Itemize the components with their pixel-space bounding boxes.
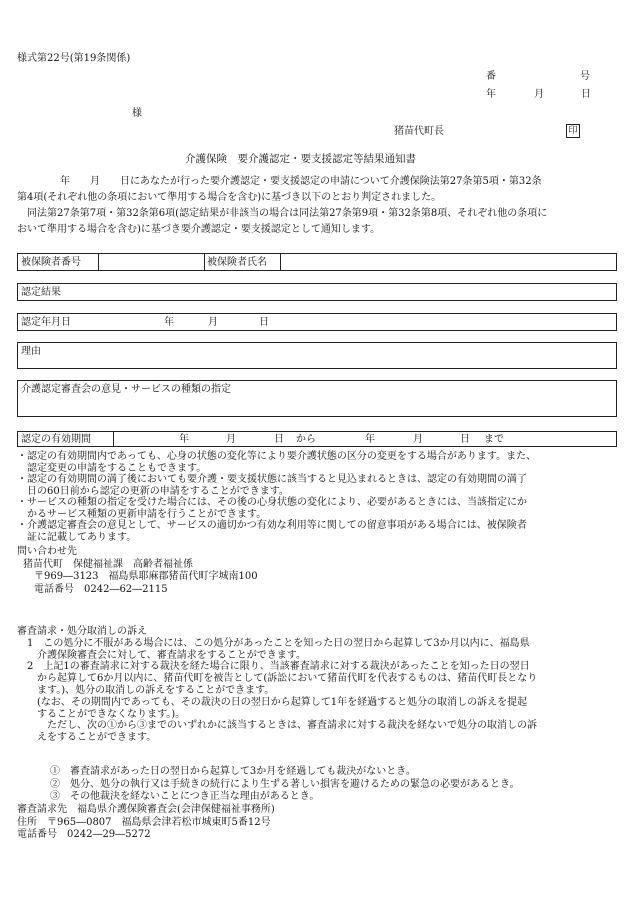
page-title: 介護保険 要介護認定・要支援認定等結果通知書 bbox=[185, 153, 416, 165]
insured-row bbox=[17, 253, 617, 271]
period-to-day: 日 bbox=[460, 434, 470, 445]
period-from-year: 年 bbox=[179, 434, 189, 445]
note-line: かるサービス種類の更新申請を行うことができます。 bbox=[17, 508, 267, 520]
appeal-line: から起算して6か月以内に、猪苗代町を被告として(訴訟において猪苗代町を代表するものは、猪苗代町長となり bbox=[27, 673, 538, 685]
appeal-line: (なお、その期間内であっても、その裁決の日の翌日から起算して1年を経過すると処分の取消しの訴えを提起 bbox=[27, 696, 528, 708]
cert-month: 月 bbox=[208, 317, 218, 328]
cert-year: 年 bbox=[164, 317, 174, 328]
seal-mark: 印 bbox=[566, 124, 580, 138]
notes-block bbox=[17, 451, 617, 543]
reason-label: 理由 bbox=[21, 346, 41, 357]
period-from-day: 日 bbox=[274, 434, 284, 445]
result-row bbox=[17, 283, 617, 301]
intro-line-1: 年 月 日にあなたが行った要介護認定・要支援認定の申請について介護保険法第27条第5項・第32条 bbox=[60, 176, 542, 187]
contact-block bbox=[17, 546, 617, 596]
period-to-year: 年 bbox=[365, 434, 375, 445]
appeal-item: ② 処分、処分の執行又は手続きの続行により生ずる著しい損害を避けるための緊急の必要があるとき。 bbox=[50, 778, 520, 790]
appeal-line: することができなくなります。)。 bbox=[27, 708, 186, 720]
contact-heading: 問い合わせ先 bbox=[17, 546, 77, 557]
opinion-label: 介護認定審査会の意見・サービスの種類の指定 bbox=[21, 384, 231, 395]
note-line: 認定変更の申請をすることもできます。 bbox=[17, 462, 207, 474]
note-line: 日の60日前から認定の更新の申請をすることができます。 bbox=[17, 485, 289, 497]
appeal-address: 住所 〒965―0807 福島県会津若松市城東町5番12号 bbox=[17, 816, 271, 828]
intro-line-2: 第4項(それぞれ他の条項において準用する場合を含む)に基づき以下のとおり判定されました。 bbox=[17, 192, 442, 203]
date-year: 年 bbox=[486, 89, 496, 100]
appeal-items bbox=[17, 766, 617, 804]
appeal-item: ① 審査請求があった日の翌日から起算して3か月を経過しても裁決がないとき。 bbox=[50, 766, 416, 777]
appeal-line: 2 上記1の審査請求に対する裁決を経た場合に限り、当該審査請求に対する裁決があったことを知った日の翌日 bbox=[27, 661, 530, 673]
number-label: 番 bbox=[486, 71, 496, 82]
intro-line-3: 同法第27条第7項・第32条第6項(認定結果が非該当の場合は同法第27条第9項・第32条第8項、それぞれ他の条項に bbox=[27, 208, 548, 219]
appeal-heading: 審査請求・処分取消しの訴え bbox=[17, 626, 147, 637]
note-line: ・介護認定審査会の意見として、サービスの適切かつ有効な利用等に関しての留意事項がある場合には、被保険者 bbox=[17, 520, 527, 531]
reason-box bbox=[17, 342, 617, 369]
contact-address: 〒969―3123 福島県耶麻郡猪苗代町字城南100 bbox=[34, 571, 258, 582]
validity-period-label: 認定の有効期間 bbox=[21, 434, 91, 445]
appeal-line: 介護保険審査会に対して、審査請求をすることができます。 bbox=[27, 649, 306, 661]
note-line: ・認定の有効期間の満了後においても要介護・要支援状態に該当すると見込まれるときは、認定の有効期間の満了 bbox=[17, 474, 527, 485]
appeal-line: えをすることができます。 bbox=[27, 732, 157, 744]
cert-date-row bbox=[17, 313, 617, 331]
cert-date-label: 認定年月日 bbox=[21, 317, 71, 328]
note-line: ・サービスの種類の指定を受けた場合には、その後の心身状態の変化により、必要があるときには、当該指定にか bbox=[17, 497, 527, 508]
contact-department: 猪苗代町 保健福祉課 高齢者福祉係 bbox=[23, 558, 193, 570]
appeal-phone: 電話番号 0242―29―5272 bbox=[17, 829, 151, 840]
insured-number-label: 被保険者番号 bbox=[21, 257, 81, 268]
intro-line-4: おいて準用する場合を含む)に基づき要介護認定・要支援認定として通知します。 bbox=[17, 224, 381, 235]
appeal-line: ます。)、処分の取消しの訴えをすることができます。 bbox=[27, 684, 275, 696]
appeal-block bbox=[17, 626, 617, 744]
appeal-request-to: 審査請求先 福島県介護保険審査会(会津保健福祉事務所) bbox=[17, 804, 275, 815]
period-from-month: 月 bbox=[226, 434, 236, 445]
period-to: まで bbox=[484, 434, 504, 445]
opinion-box bbox=[17, 380, 617, 417]
issuer: 猪苗代町長 bbox=[394, 126, 444, 137]
date-day: 日 bbox=[581, 89, 591, 100]
appeal-line: 1 この処分に不服がある場合には、この処分があったことを知った日の翌日から起算して3か月以内に、福島県 bbox=[27, 637, 530, 649]
cert-day: 日 bbox=[259, 317, 269, 328]
validity-period-row bbox=[17, 431, 617, 447]
note-line: 証に記載してあります。 bbox=[17, 531, 137, 543]
number-suffix: 号 bbox=[580, 71, 590, 82]
date-month: 月 bbox=[534, 89, 544, 100]
form-number: 様式第22号(第19条関係) bbox=[17, 53, 131, 64]
addressee-honorific: 様 bbox=[132, 108, 142, 119]
note-line: ・認定の有効期間内であっても、心身の状態の変化等により要介護状態の区分の変更をする場合があります。また、 bbox=[17, 451, 537, 462]
appeal-line: ただし、次の①から③までのいずれかに該当するときは、審査請求に対する裁決を経ないで処分の取消しの訴 bbox=[27, 720, 537, 732]
contact-phone: 電話番号 0242―62―2115 bbox=[34, 583, 168, 595]
period-from: から bbox=[296, 434, 316, 445]
period-to-month: 月 bbox=[413, 434, 423, 445]
result-label: 認定結果 bbox=[21, 287, 61, 298]
insured-name-label: 被保険者氏名 bbox=[207, 257, 267, 268]
appeal-item: ③ その他裁決を経ないことにつき正当な理由があるとき。 bbox=[50, 791, 320, 802]
appeal-contact bbox=[17, 804, 617, 842]
